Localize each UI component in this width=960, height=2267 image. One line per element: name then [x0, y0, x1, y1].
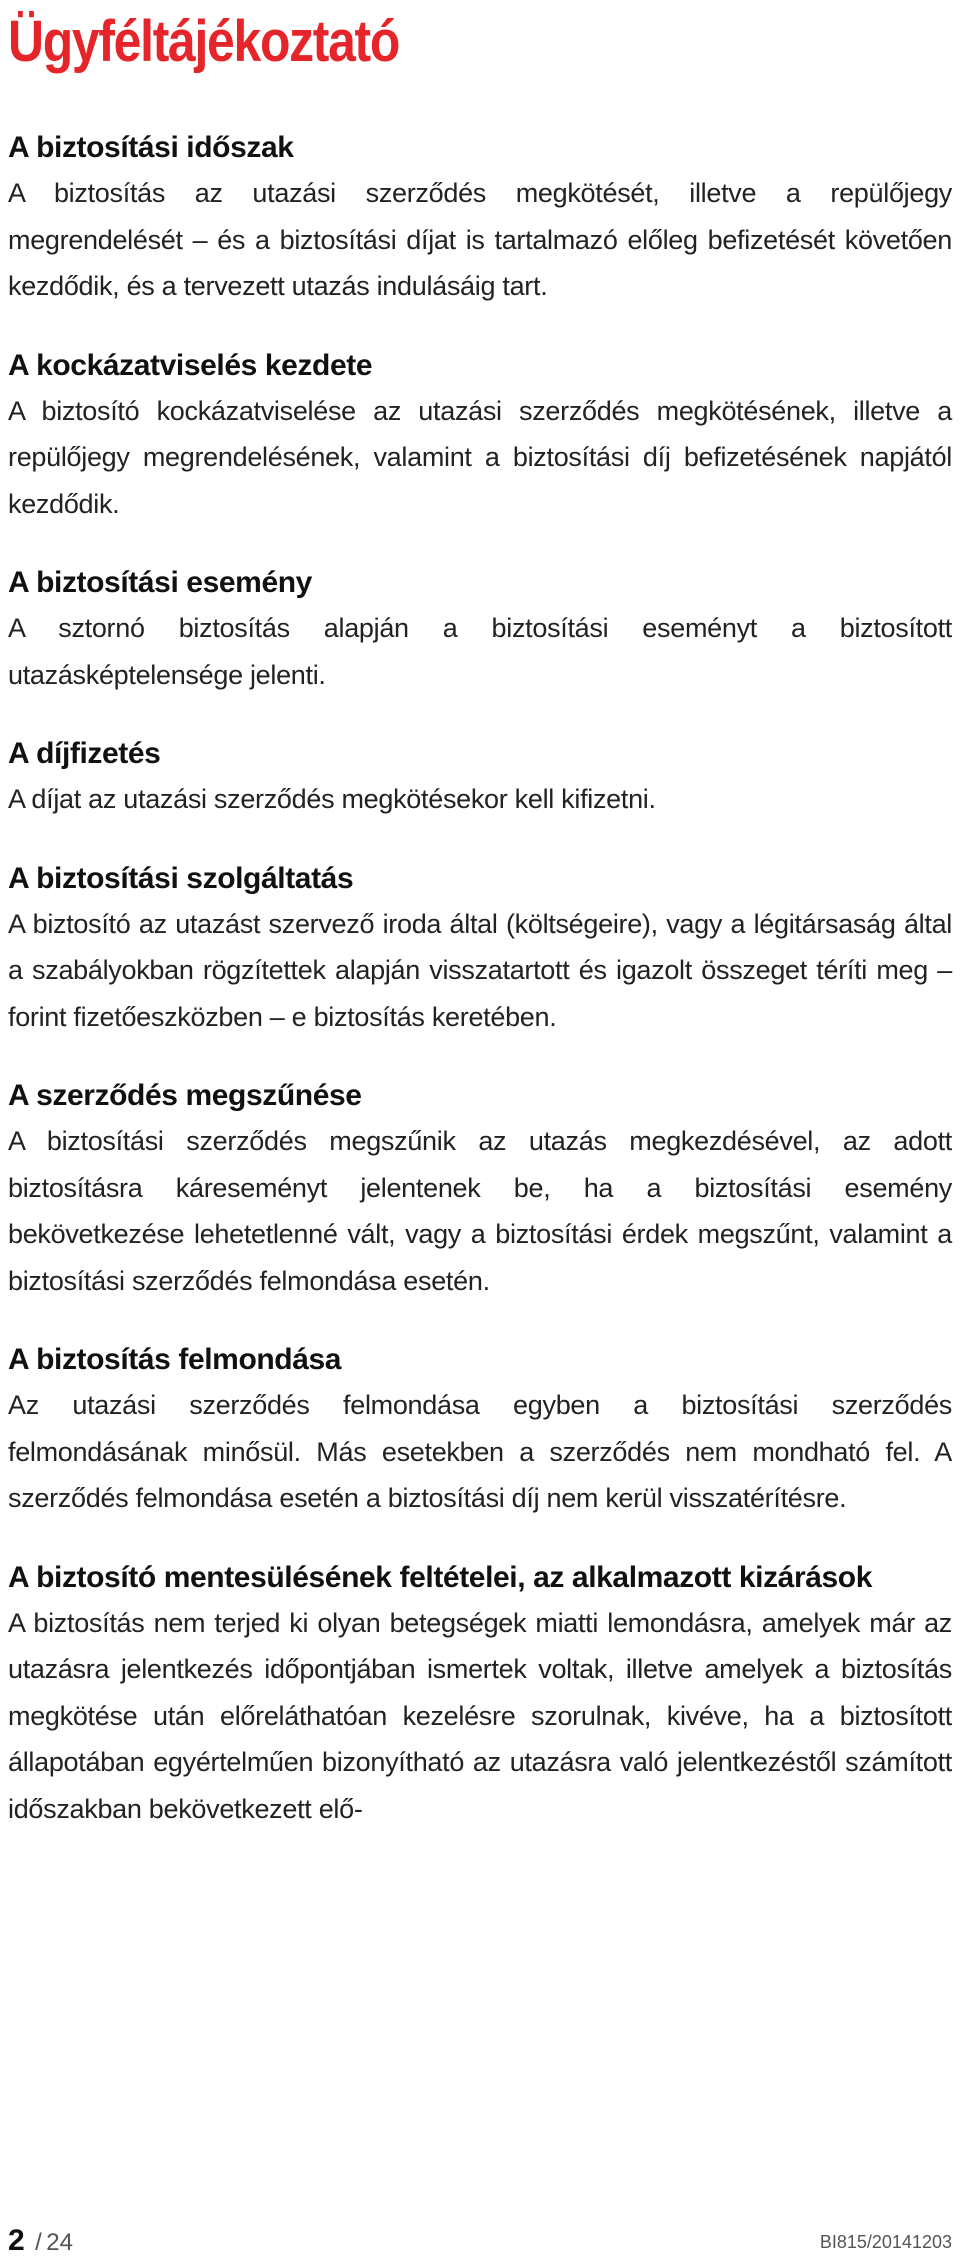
section-body: Az utazási szerződés felmondása egyben a biztosítási szerződés felmondásának minősül. Más esetekben a szerződés nem mondható fel. A szerződés felmondása esetén a biztosítási díj nem kerül visszatérítésre.: [8, 1390, 952, 1513]
content-area: [8, 126, 952, 1866]
section-heading: A biztosítási szolgáltatás: [8, 861, 354, 895]
page-number-total: 24: [46, 2229, 73, 2256]
section-heading: A szerződés megszűnése: [8, 1079, 362, 1112]
section-body: A biztosító az utazást szervező iroda által (költségeire), vagy a légitársaság által a szabályokban rögzítettek alapján visszatartott és igazolt összeget téríti meg – forint fizetőeszközben – e biztosítás keretében.: [8, 908, 952, 1032]
section-body: A sztornó biztosítás alapján a biztosítási eseményt a biztosított utazásképtelensége jelenti.: [8, 613, 952, 690]
section-heading: A biztosítás felmondása: [8, 1343, 342, 1376]
section-body: A biztosítás az utazási szerződés megkötését, illetve a repülőjegy megrendelését – és a biztosítási díjat is tartalmazó előleg befizetését követően kezdődik, és a tervezett utazás indulásáig tart.: [8, 178, 952, 301]
page-number: [8, 2224, 73, 2258]
section-body: A biztosítási szerződés megszűnik az utazás megkezdésével, az adott biztosításra káreseményt jelentenek be, ha a biztosítási esemény bekövetkezése lehetetlenné vált, vagy a biztosítási érdek megszűnt, valamint a biztosítási szerződés felmondása esetén.: [8, 1126, 952, 1296]
section-insured-event: [8, 561, 952, 698]
page-number-separator: /: [35, 2229, 42, 2256]
section-insurance-cancellation: [8, 1338, 952, 1522]
document-code: BI815/20141203: [819, 2232, 952, 2252]
section-body: A biztosító kockázatviselése az utazási szerződés megkötésének, illetve a repülőjegy megrendelésének, valamint a biztosítási díj befizetésének napjától kezdődik.: [8, 395, 952, 519]
section-body: A díjat az utazási szerződés megkötésekor kell kifizetni.: [8, 784, 656, 814]
section-insurance-period: [8, 126, 952, 310]
section-fee-payment: [8, 732, 952, 823]
section-heading: A biztosítási időszak: [8, 131, 294, 164]
section-heading: A kockázatviselés kezdete: [8, 348, 373, 382]
section-contract-termination: [8, 1074, 952, 1304]
section-risk-start: [8, 344, 952, 528]
page-number-current: 2: [8, 2224, 25, 2257]
page-footer: [8, 2224, 952, 2260]
section-exclusions: [8, 1556, 952, 1833]
section-heading: A díjfizetés: [8, 737, 161, 770]
section-heading: A biztosítási esemény: [8, 566, 312, 599]
section-heading: A biztosító mentesülésének feltételei, az alkalmazott kizárások: [8, 1560, 873, 1594]
page-title: Ügyféltájékoztató: [8, 9, 400, 74]
section-body: A biztosítás nem terjed ki olyan betegségek miatti lemondásra, amelyek már az utazásra jelentkezés időpontjában ismertek voltak, illetve amelyek a biztosítás megkötése után előreláthatóan kezelésre szorulnak, kivéve, ha a biztosított állapotában egyértelműen bizonyítható az utazásra való jelentkezéstől számított időszakban bekövetkezett elő-: [8, 1607, 952, 1824]
section-insurance-service: [8, 857, 952, 1041]
